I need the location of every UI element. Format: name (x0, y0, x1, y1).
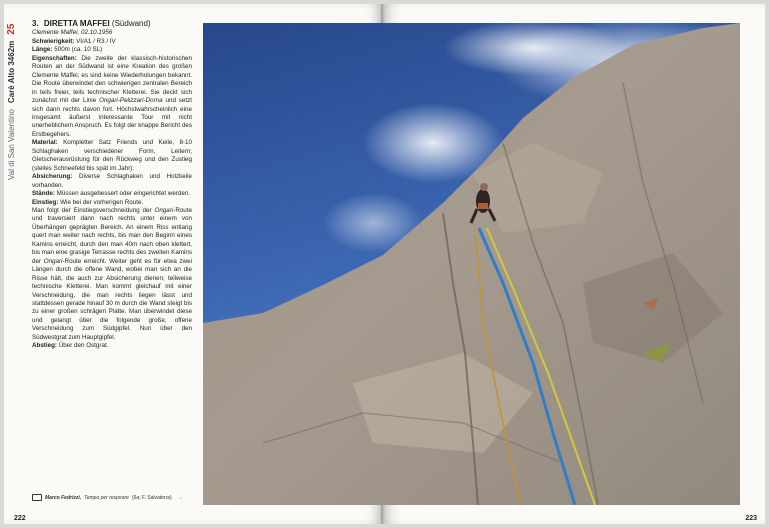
belays-label: Stände: (32, 190, 55, 198)
approach-label: Einstieg: (32, 198, 59, 206)
descent-text: Über den Ostgrat. (58, 342, 109, 350)
belays-paragraph (32, 190, 192, 198)
side-region: Val di San Valentino (7, 109, 16, 180)
description-paragraph (32, 207, 192, 342)
properties-route-italic: Ongari-Pelizzari-Dorna (99, 97, 163, 105)
route-title: DIRETTA MAFFEI (43, 19, 110, 28)
properties-text-2: und setzt sich dann rechts davon fort. Höchstwahrscheinlich eine insgesamt äußerst interessante Tour mit nicht unerheblichem Anspruch. Es folgt der knappe Bericht des Erstbegehers. (32, 97, 192, 138)
descent-label: Abstieg: (32, 342, 57, 350)
side-summit: Carè Alto 3462m (7, 40, 16, 104)
description-part-1: Man folgt der Einstiegsverschneidung der (32, 206, 152, 214)
camera-icon (32, 494, 42, 501)
descent-paragraph (32, 342, 192, 350)
material-text: Kompletter Satz Friends und Keile, 8-10 Schlaghaken verschiedener Form, Leitern; Gletscherausrüstung für den Rückweg und den Zustieg (steiles Schneefeld bis spät im Jahr). (32, 139, 192, 172)
description-italic-1: Ongari (154, 206, 174, 214)
side-running-head (6, 24, 17, 180)
length-value: 500m (ca. 10 SL) (54, 46, 103, 54)
length-label: Länge: (32, 46, 53, 54)
protection-label: Absicherung: (32, 173, 73, 181)
page-number-right: 223 (745, 515, 757, 522)
caption-route: Tempo per respirare (84, 494, 129, 501)
climbing-photo (203, 23, 740, 505)
difficulty-value: VI/A1 / R3 / IV (76, 37, 116, 45)
caption-credit: (6a; F. Salvaterra) (131, 494, 172, 501)
protection-paragraph (32, 173, 192, 190)
route-heading (32, 20, 192, 28)
approach-text: Wie bei der vorherigen Route. (60, 198, 144, 206)
caption-climber: Marco Fedrizzi, (45, 494, 82, 501)
belays-text: Müssen ausgebessert oder eingerichtet werden. (56, 190, 191, 198)
side-chapter-number: 25 (6, 23, 17, 35)
approach-paragraph (32, 199, 192, 207)
properties-text-1: Die zweite der klassisch-historischen Routen an der Südwand ist eine Kreation des großen Clemente Maffei; es sind keine Wiederholungen bekannt. Die Route überwindet den schwierigen zentralen Bereich in teils freier, teils technischer Kletterei. Sie deckt sich zunächst mit der Linie (32, 54, 192, 105)
page-number-left: 222 (14, 515, 26, 522)
route-subtitle: (Südwand) (111, 19, 151, 28)
arrow-right-icon: → (177, 494, 183, 501)
description-part-2: -Route und traversiert dann nach rechts unter einem von Überhängen geprägten Bereich. An einem Riss entlang quert man weiter nach rechts, bis man den Beginn eines Kamins erreicht, durch den man 40m nach oben klettert, bis man eine grasige Terrasse rechts des zweiten Kamins der (32, 206, 192, 265)
description-italic-2: Ongari (43, 257, 63, 265)
properties-label: Eigenschaften: (32, 54, 77, 62)
material-label: Material: (32, 139, 58, 147)
protection-text: Diverse Schlaghaken und Holzkeile vorhanden. (32, 173, 192, 189)
properties-paragraph (32, 55, 192, 140)
first-ascent: Clemente Maffei, 02.10.1956 (32, 29, 113, 37)
description-part-3: -Route erreicht. Weiter geht es für etwa zwei Längen durch die offene Wand, wobei man sich an die Risse hält, die auch zur Absicherung dienen; teilweise technische Kletterei. Man kommt gleichauf mit einer Verschneidung, die man rechts liegen lässt und stattdessen gerade hinauf 30 m durch die Wand steigt bis zu einer großen schrägen Platte. Man überwindet diese und gelangt über die folgende große, offene Verschneidung zum Südgipfel. Nun über den Südwestgrat zum Hauptgipfel. (32, 257, 192, 341)
length-line (32, 46, 192, 54)
difficulty-label: Schwierigkeit: (32, 37, 75, 45)
route-number: 3. (32, 19, 39, 28)
climbing-photo-art (203, 23, 740, 505)
material-paragraph (32, 139, 192, 173)
route-text-column (32, 20, 192, 351)
difficulty-line (32, 38, 192, 46)
photo-caption (32, 494, 192, 501)
